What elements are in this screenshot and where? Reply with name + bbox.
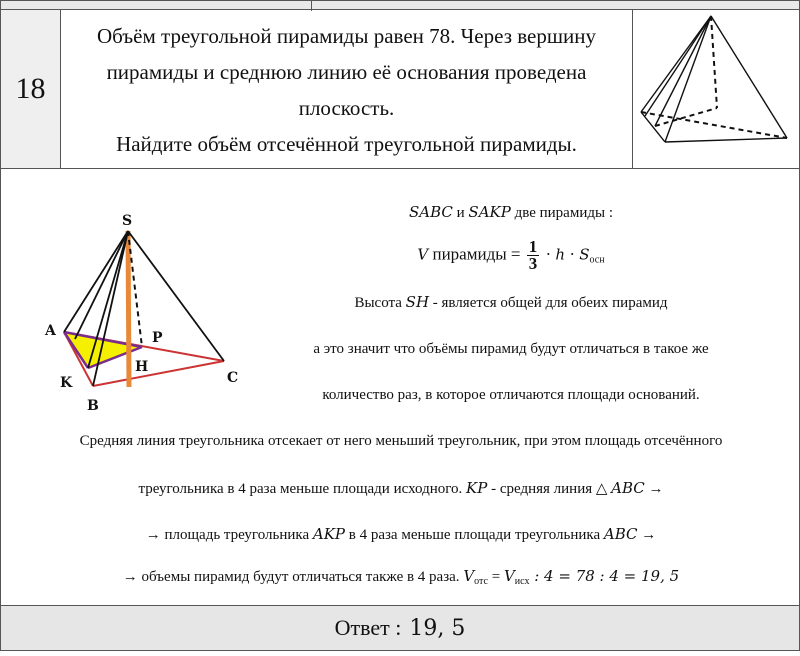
text-less: в 4 раза меньше площади треугольника [345,527,604,543]
label-b: B [87,398,99,414]
thumb-hidden-ac [641,112,787,138]
math-abc-2: ABC [603,525,638,543]
fraction-denominator: 3 [528,254,538,273]
math-abc: ABC [611,479,645,497]
text-pyramid-eq: пирамиды = [428,244,525,264]
label-h: H [135,359,149,375]
arrow-right-icon: → [644,481,664,497]
answer-value: 19, 5 [409,615,466,641]
fraction-one-third [527,239,540,272]
arrow-right-icon: → [145,527,165,543]
solution-line-8 [1,525,800,544]
math-kp: KP [466,479,488,497]
solution-line-7 [1,479,800,498]
solution-line-4: а это значит что объёмы пирамид будут отличаться в такое же [313,341,709,357]
thumb-hidden-sp [711,16,717,108]
math-sabc: SABC [409,203,453,221]
text-four-times: треугольника в 4 раза меньше площади исходного. [138,481,467,497]
problem-line-3: плоскость. [298,96,395,120]
math-result: : 4 = 78 : 4 = 19, 5 [529,567,680,585]
math-sakp: SAKP [468,203,511,221]
label-s: S [122,213,133,229]
answer-row [0,605,800,651]
text-and: и [452,205,469,221]
height-sh [128,231,129,387]
arrow-right-icon: → [637,527,657,543]
base-edge-bc [93,361,224,386]
answer-label: Ответ : [334,615,402,640]
label-k: K [60,375,73,391]
fraction-numerator: 1 [528,237,538,256]
text-dot-2: · [565,244,580,264]
math-v-isx: V [503,567,515,585]
text-equals: = [487,569,504,585]
math-v: V [417,245,429,264]
thumb-section-edge-sk [655,16,711,126]
text-height: Высота [354,295,406,311]
math-akp: AKP [312,525,346,543]
text-common: - является общей для обеих пирамид [429,295,668,311]
thumb-edge-sa [641,16,711,112]
pyramid-thumbnail [633,10,799,168]
problem-line-2: пирамиды и среднюю линию её основания проведена [106,60,587,84]
edge-sa [64,231,128,332]
math-v-otc-subscript: отс [474,576,488,587]
problem-number: 18 [1,10,61,168]
solution-line-5: количество раз, в которое отличаются площади оснований. [322,387,700,403]
solution-area [0,169,800,605]
label-c: C [227,370,239,386]
thumb-section-edge-s2 [645,16,711,116]
math-h: h [555,245,566,264]
math-v-isx-subscript: исх [514,576,530,587]
solution-line-1 [221,203,800,222]
label-a: A [45,323,56,339]
math-s-subscript: осн [589,254,605,266]
problem-header-row [0,9,800,169]
solution-line-3 [221,293,800,312]
thumb-base-bc [665,138,787,142]
label-p: P [152,330,163,346]
text-midline: - средняя линия △ [487,481,612,497]
edge-sc [128,231,224,361]
problem-line-1: Объём треугольной пирамиды равен 78. Через вершину [96,24,597,48]
math-s: S [579,245,590,264]
solution-formula [221,239,800,272]
text-volumes: → объемы пирамид будут отличаться также в 4 раза. [122,569,464,585]
math-v-otc: V [463,567,475,585]
text-two-pyramids: две пирамиды : [510,205,613,221]
solution-line-6: Средняя линия треугольника отсекает от него меньший треугольник, при этом площадь отсечённого [79,433,723,449]
problem-line-4: Найдите объём отсечённой треугольной пирамиды. [116,132,577,156]
math-sh: SH [405,293,430,311]
thumb-edge-sc [711,16,787,138]
edge-sb [93,231,128,386]
pyramid-thumbnail-svg [633,10,799,168]
text-area: площадь треугольника [164,527,313,543]
text-dot-1: · [541,244,556,264]
solution-line-9 [1,567,800,587]
problem-statement [61,10,633,168]
